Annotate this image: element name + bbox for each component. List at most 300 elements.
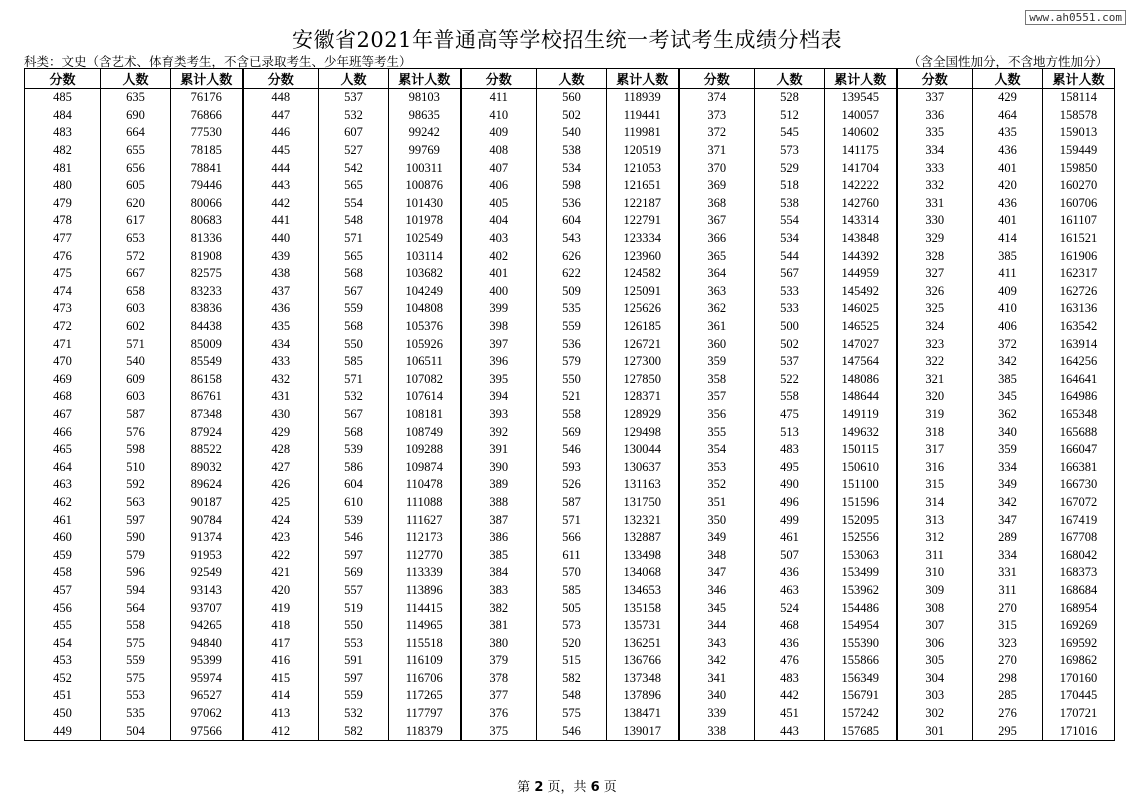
count-cell: 571: [101, 335, 171, 353]
cumulative-cell: 170721: [1043, 705, 1115, 723]
count-cell: 609: [101, 371, 171, 389]
cumulative-cell: 161906: [1043, 247, 1115, 265]
cumulative-cell: 146525: [825, 318, 897, 336]
table-row: [25, 652, 1115, 670]
score-cell: 434: [243, 335, 319, 353]
score-cell: 368: [679, 195, 755, 213]
page-total: 6: [590, 780, 600, 795]
count-cell: 579: [101, 546, 171, 564]
cumulative-cell: 83233: [171, 283, 243, 301]
score-cell: 440: [243, 230, 319, 248]
count-cell: 385: [973, 371, 1043, 389]
cumulative-cell: 153063: [825, 546, 897, 564]
cumulative-cell: 149632: [825, 423, 897, 441]
cumulative-cell: 147564: [825, 353, 897, 371]
count-cell: 573: [755, 142, 825, 160]
score-cell: 310: [897, 564, 973, 582]
score-cell: 398: [461, 318, 537, 336]
table-row: [25, 546, 1115, 564]
cumulative-cell: 98103: [389, 89, 461, 107]
score-cell: 437: [243, 283, 319, 301]
count-cell: 560: [537, 89, 607, 107]
count-cell: 475: [755, 406, 825, 424]
count-cell: 347: [973, 511, 1043, 529]
footer-middle: 页，共: [543, 780, 591, 795]
score-cell: 431: [243, 388, 319, 406]
score-cell: 451: [25, 687, 101, 705]
count-cell: 540: [537, 124, 607, 142]
score-cell: 400: [461, 283, 537, 301]
cumulative-cell: 170445: [1043, 687, 1115, 705]
count-cell: 550: [319, 617, 389, 635]
count-cell: 504: [101, 722, 171, 740]
score-cell: 407: [461, 159, 537, 177]
score-cell: 468: [25, 388, 101, 406]
score-cell: 424: [243, 511, 319, 529]
cumulative-cell: 168954: [1043, 599, 1115, 617]
cumulative-cell: 78841: [171, 159, 243, 177]
score-cell: 339: [679, 705, 755, 723]
count-cell: 534: [537, 159, 607, 177]
cumulative-cell: 126721: [607, 335, 679, 353]
score-cell: 358: [679, 371, 755, 389]
table-row: [25, 670, 1115, 688]
score-cell: 359: [679, 353, 755, 371]
cumulative-cell: 101430: [389, 195, 461, 213]
count-cell: 604: [319, 476, 389, 494]
score-cell: 370: [679, 159, 755, 177]
cumulative-cell: 137348: [607, 670, 679, 688]
score-cell: 336: [897, 107, 973, 125]
cumulative-cell: 97062: [171, 705, 243, 723]
cumulative-cell: 109874: [389, 458, 461, 476]
score-cell: 328: [897, 247, 973, 265]
cumulative-cell: 114965: [389, 617, 461, 635]
table-row: [25, 195, 1115, 213]
score-cell: 452: [25, 670, 101, 688]
table-row: [25, 599, 1115, 617]
cumulative-cell: 162317: [1043, 265, 1115, 283]
score-cell: 322: [897, 353, 973, 371]
cumulative-cell: 90187: [171, 494, 243, 512]
count-cell: 591: [319, 652, 389, 670]
count-cell: 539: [319, 441, 389, 459]
cumulative-cell: 113896: [389, 582, 461, 600]
count-cell: 500: [755, 318, 825, 336]
score-cell: 414: [243, 687, 319, 705]
cumulative-cell: 100876: [389, 177, 461, 195]
score-cell: 462: [25, 494, 101, 512]
header-score-4: 分数: [679, 69, 755, 89]
count-cell: 594: [101, 582, 171, 600]
count-cell: 510: [101, 458, 171, 476]
score-cell: 382: [461, 599, 537, 617]
count-cell: 340: [973, 423, 1043, 441]
cumulative-cell: 108749: [389, 423, 461, 441]
cumulative-cell: 105926: [389, 335, 461, 353]
cumulative-cell: 147027: [825, 335, 897, 353]
cumulative-cell: 149119: [825, 406, 897, 424]
cumulative-cell: 167419: [1043, 511, 1115, 529]
score-cell: 458: [25, 564, 101, 582]
cumulative-cell: 163136: [1043, 300, 1115, 318]
score-cell: 341: [679, 670, 755, 688]
count-cell: 315: [973, 617, 1043, 635]
table-row: [25, 423, 1115, 441]
cumulative-cell: 156349: [825, 670, 897, 688]
score-cell: 350: [679, 511, 755, 529]
count-cell: 575: [101, 634, 171, 652]
score-cell: 393: [461, 406, 537, 424]
cumulative-cell: 161521: [1043, 230, 1115, 248]
score-cell: 442: [243, 195, 319, 213]
count-cell: 385: [973, 247, 1043, 265]
cumulative-cell: 142760: [825, 195, 897, 213]
score-cell: 301: [897, 722, 973, 740]
count-cell: 579: [537, 353, 607, 371]
score-cell: 456: [25, 599, 101, 617]
count-cell: 372: [973, 335, 1043, 353]
cumulative-cell: 118379: [389, 722, 461, 740]
count-cell: 526: [537, 476, 607, 494]
score-cell: 323: [897, 335, 973, 353]
count-cell: 512: [755, 107, 825, 125]
cumulative-cell: 116706: [389, 670, 461, 688]
score-cell: 459: [25, 546, 101, 564]
cumulative-cell: 85009: [171, 335, 243, 353]
cumulative-cell: 126185: [607, 318, 679, 336]
count-cell: 603: [101, 300, 171, 318]
cumulative-cell: 128929: [607, 406, 679, 424]
count-cell: 538: [537, 142, 607, 160]
count-cell: 554: [319, 195, 389, 213]
score-cell: 377: [461, 687, 537, 705]
score-cell: 367: [679, 212, 755, 230]
cumulative-cell: 164986: [1043, 388, 1115, 406]
count-cell: 436: [755, 634, 825, 652]
table-row: [25, 89, 1115, 107]
cumulative-cell: 111627: [389, 511, 461, 529]
score-cell: 461: [25, 511, 101, 529]
score-cell: 401: [461, 265, 537, 283]
score-cell: 344: [679, 617, 755, 635]
table-row: [25, 458, 1115, 476]
count-cell: 289: [973, 529, 1043, 547]
cumulative-cell: 98635: [389, 107, 461, 125]
score-cell: 327: [897, 265, 973, 283]
cumulative-cell: 165688: [1043, 423, 1115, 441]
cumulative-cell: 158578: [1043, 107, 1115, 125]
cumulative-cell: 111088: [389, 494, 461, 512]
count-cell: 592: [101, 476, 171, 494]
count-cell: 587: [537, 494, 607, 512]
score-cell: 396: [461, 353, 537, 371]
count-cell: 558: [755, 388, 825, 406]
cumulative-cell: 101978: [389, 212, 461, 230]
page-number: 2: [534, 780, 544, 795]
score-cell: 320: [897, 388, 973, 406]
table-row: [25, 212, 1115, 230]
score-cell: 470: [25, 353, 101, 371]
cumulative-cell: 138471: [607, 705, 679, 723]
header-count-5: 人数: [973, 69, 1043, 89]
score-cell: 372: [679, 124, 755, 142]
score-cell: 365: [679, 247, 755, 265]
cumulative-cell: 89032: [171, 458, 243, 476]
header-cumulative-5: 累计人数: [1043, 69, 1115, 89]
score-cell: 364: [679, 265, 755, 283]
count-cell: 323: [973, 634, 1043, 652]
cumulative-cell: 79446: [171, 177, 243, 195]
header-count-4: 人数: [755, 69, 825, 89]
cumulative-cell: 128371: [607, 388, 679, 406]
count-cell: 334: [973, 458, 1043, 476]
count-cell: 586: [319, 458, 389, 476]
count-cell: 622: [537, 265, 607, 283]
count-cell: 548: [319, 212, 389, 230]
table-row: [25, 335, 1115, 353]
cumulative-cell: 103682: [389, 265, 461, 283]
cumulative-cell: 144959: [825, 265, 897, 283]
score-cell: 394: [461, 388, 537, 406]
table-row: [25, 318, 1115, 336]
cumulative-cell: 169592: [1043, 634, 1115, 652]
score-cell: 432: [243, 371, 319, 389]
cumulative-cell: 136251: [607, 634, 679, 652]
count-cell: 527: [319, 142, 389, 160]
count-cell: 596: [101, 564, 171, 582]
count-cell: 298: [973, 670, 1043, 688]
count-cell: 409: [973, 283, 1043, 301]
count-cell: 533: [755, 300, 825, 318]
cumulative-cell: 107082: [389, 371, 461, 389]
score-cell: 354: [679, 441, 755, 459]
count-cell: 499: [755, 511, 825, 529]
score-cell: 319: [897, 406, 973, 424]
count-cell: 607: [319, 124, 389, 142]
score-cell: 416: [243, 652, 319, 670]
cumulative-cell: 122791: [607, 212, 679, 230]
count-cell: 436: [973, 195, 1043, 213]
cumulative-cell: 137896: [607, 687, 679, 705]
score-cell: 343: [679, 634, 755, 652]
header-row: [25, 69, 1115, 89]
score-cell: 448: [243, 89, 319, 107]
count-cell: 544: [755, 247, 825, 265]
table-row: [25, 441, 1115, 459]
count-cell: 653: [101, 230, 171, 248]
cumulative-cell: 119441: [607, 107, 679, 125]
cumulative-cell: 108181: [389, 406, 461, 424]
score-cell: 450: [25, 705, 101, 723]
count-cell: 550: [537, 371, 607, 389]
count-cell: 559: [537, 318, 607, 336]
footer-suffix: 页: [599, 780, 617, 795]
count-cell: 598: [537, 177, 607, 195]
score-cell: 478: [25, 212, 101, 230]
table-row: [25, 107, 1115, 125]
cumulative-cell: 81336: [171, 230, 243, 248]
cumulative-cell: 156791: [825, 687, 897, 705]
cumulative-cell: 132887: [607, 529, 679, 547]
cumulative-cell: 164641: [1043, 371, 1115, 389]
table-row: [25, 529, 1115, 547]
count-cell: 468: [755, 617, 825, 635]
score-cell: 429: [243, 423, 319, 441]
count-cell: 598: [101, 441, 171, 459]
count-cell: 546: [319, 529, 389, 547]
score-cell: 389: [461, 476, 537, 494]
table-row: [25, 353, 1115, 371]
score-cell: 351: [679, 494, 755, 512]
score-cell: 404: [461, 212, 537, 230]
score-cell: 472: [25, 318, 101, 336]
table-row: [25, 722, 1115, 740]
score-cell: 464: [25, 458, 101, 476]
count-cell: 276: [973, 705, 1043, 723]
count-cell: 536: [537, 195, 607, 213]
cumulative-cell: 171016: [1043, 722, 1115, 740]
score-cell: 387: [461, 511, 537, 529]
score-cell: 402: [461, 247, 537, 265]
cumulative-cell: 77530: [171, 124, 243, 142]
score-cell: 312: [897, 529, 973, 547]
count-cell: 349: [973, 476, 1043, 494]
cumulative-cell: 87924: [171, 423, 243, 441]
cumulative-cell: 161107: [1043, 212, 1115, 230]
score-cell: 449: [25, 722, 101, 740]
cumulative-cell: 159449: [1043, 142, 1115, 160]
count-cell: 603: [101, 388, 171, 406]
count-cell: 569: [319, 564, 389, 582]
score-cell: 466: [25, 423, 101, 441]
table-row: [25, 494, 1115, 512]
score-cell: 324: [897, 318, 973, 336]
score-cell: 481: [25, 159, 101, 177]
score-cell: 399: [461, 300, 537, 318]
score-cell: 420: [243, 582, 319, 600]
score-cell: 383: [461, 582, 537, 600]
cumulative-cell: 150610: [825, 458, 897, 476]
count-cell: 545: [755, 124, 825, 142]
score-cell: 361: [679, 318, 755, 336]
score-cell: 423: [243, 529, 319, 547]
table-row: [25, 564, 1115, 582]
cumulative-cell: 130044: [607, 441, 679, 459]
count-cell: 602: [101, 318, 171, 336]
cumulative-cell: 100311: [389, 159, 461, 177]
score-cell: 483: [25, 124, 101, 142]
count-cell: 436: [973, 142, 1043, 160]
score-cell: 316: [897, 458, 973, 476]
count-cell: 342: [973, 494, 1043, 512]
count-cell: 334: [973, 546, 1043, 564]
cumulative-cell: 146025: [825, 300, 897, 318]
score-cell: 380: [461, 634, 537, 652]
score-cell: 425: [243, 494, 319, 512]
count-cell: 532: [319, 107, 389, 125]
count-cell: 537: [755, 353, 825, 371]
count-cell: 522: [755, 371, 825, 389]
cumulative-cell: 117265: [389, 687, 461, 705]
count-cell: 505: [537, 599, 607, 617]
cumulative-cell: 84438: [171, 318, 243, 336]
table-row: [25, 687, 1115, 705]
score-cell: 410: [461, 107, 537, 125]
cumulative-cell: 115518: [389, 634, 461, 652]
score-cell: 419: [243, 599, 319, 617]
count-cell: 507: [755, 546, 825, 564]
count-cell: 537: [319, 89, 389, 107]
score-cell: 454: [25, 634, 101, 652]
score-cell: 366: [679, 230, 755, 248]
cumulative-cell: 135158: [607, 599, 679, 617]
score-cell: 337: [897, 89, 973, 107]
score-cell: 447: [243, 107, 319, 125]
count-cell: 406: [973, 318, 1043, 336]
count-cell: 597: [101, 511, 171, 529]
cumulative-cell: 130637: [607, 458, 679, 476]
score-cell: 384: [461, 564, 537, 582]
count-cell: 521: [537, 388, 607, 406]
count-cell: 502: [537, 107, 607, 125]
score-cell: 308: [897, 599, 973, 617]
score-cell: 430: [243, 406, 319, 424]
count-cell: 559: [101, 652, 171, 670]
score-cell: 403: [461, 230, 537, 248]
table-row: [25, 617, 1115, 635]
cumulative-cell: 99769: [389, 142, 461, 160]
score-cell: 409: [461, 124, 537, 142]
table-row: [25, 230, 1115, 248]
cumulative-cell: 167072: [1043, 494, 1115, 512]
count-cell: 610: [319, 494, 389, 512]
cumulative-cell: 155866: [825, 652, 897, 670]
count-cell: 548: [537, 687, 607, 705]
count-cell: 564: [101, 599, 171, 617]
cumulative-cell: 160706: [1043, 195, 1115, 213]
count-cell: 582: [319, 722, 389, 740]
table-row: [25, 265, 1115, 283]
cumulative-cell: 158114: [1043, 89, 1115, 107]
cumulative-cell: 131750: [607, 494, 679, 512]
cumulative-cell: 159013: [1043, 124, 1115, 142]
count-cell: 664: [101, 124, 171, 142]
count-cell: 563: [101, 494, 171, 512]
cumulative-cell: 132321: [607, 511, 679, 529]
count-cell: 542: [319, 159, 389, 177]
count-cell: 620: [101, 195, 171, 213]
count-cell: 536: [537, 335, 607, 353]
table-row: [25, 177, 1115, 195]
count-cell: 401: [973, 212, 1043, 230]
count-cell: 429: [973, 89, 1043, 107]
cumulative-cell: 136766: [607, 652, 679, 670]
count-cell: 451: [755, 705, 825, 723]
cumulative-cell: 106511: [389, 353, 461, 371]
count-cell: 331: [973, 564, 1043, 582]
cumulative-cell: 133498: [607, 546, 679, 564]
cumulative-cell: 154486: [825, 599, 897, 617]
count-cell: 597: [319, 670, 389, 688]
cumulative-cell: 142222: [825, 177, 897, 195]
score-cell: 307: [897, 617, 973, 635]
count-cell: 345: [973, 388, 1043, 406]
score-cell: 357: [679, 388, 755, 406]
score-cell: 395: [461, 371, 537, 389]
count-cell: 568: [319, 318, 389, 336]
count-cell: 605: [101, 177, 171, 195]
